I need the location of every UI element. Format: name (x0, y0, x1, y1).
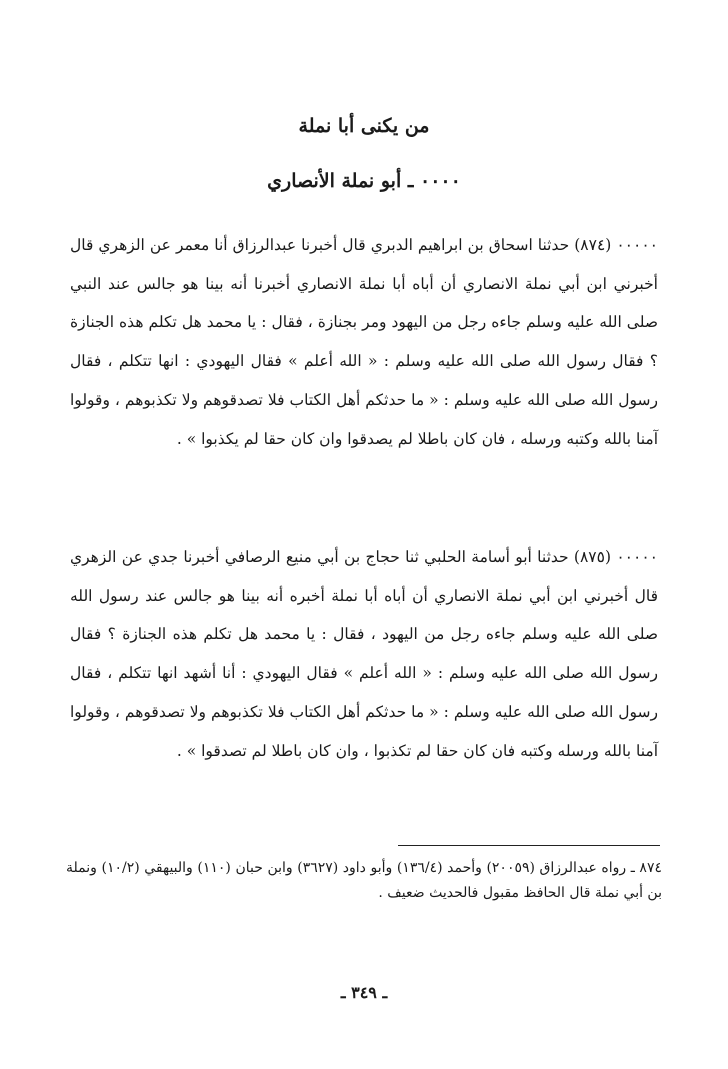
chapter-heading: من يكنى أبا نملة (298, 115, 430, 137)
section-heading: ٠٠٠٠ ـ أبو نملة الأنصاري (267, 170, 461, 192)
hadith-875-paragraph: ٠٠٠٠٠ (٨٧٥) حدثنا أبو أسامة الحلبي ثنا حجاج بن أبي منيع الرصافي أخبرنا جدي عن الزهري قال أخبرني ابن أبي نملة الانصاري أن أباه أبا نملة أخبره أنه بينا هو جالس عند رسول الله صلى الله عليه وسلم جاءه رجل من اليهود ، فقال : يا محمد هل تكلم هذه الجنازة ؟ فقال رسول الله صلى الله عليه وسلم : « الله أعلم » فقال اليهودي : أنا أشهد انها تتكلم ، فقال رسول الله صلى الله عليه وسلم : « ما حدثكم أهل الكتاب فلا تكذبوهم ولا تصدقوهم ، وقولوا آمنا بالله ورسله وكتبه فان كان حقا لم تكذبوا ، وان كان باطلا لم تصدقوا » . (70, 548, 658, 760)
hadith-874-paragraph: ٠٠٠٠٠ (٨٧٤) حدثنا اسحاق بن ابراهيم الدبري قال أخبرنا عبدالرزاق أنا معمر عن الزهري قال أخبرني ابن أبي نملة الانصاري أن أباه أبا نملة الانصاري أخبرنا أنه بينا هو جالس عند النبي صلى الله عليه وسلم جاءه رجل من اليهود ومر بجنازة ، فقال : يا محمد هل تكلم هذه الجنازة ؟ فقال رسول الله صلى الله عليه وسلم : « الله أعلم » فقال اليهودي : انها تتكلم ، فقال رسول الله صلى الله عليه وسلم : « ما حدثكم أهل الكتاب فلا تصدقوهم ولا تكذبوهم ، وقولوا آمنا بالله وكتبه ورسله ، فان كان باطلا لم يصدقوا وان كان حقا لم يكذبوا » . (70, 236, 658, 448)
footnote-874: ٨٧٤ ـ رواه عبدالرزاق (٢٠٠٥٩) وأحمد (١٣٦/٤) وأبو داود (٣٦٢٧) وابن حبان (١١٠) والبيهقي (١٠/٢) ونملة بن أبي نملة قال الحافظ مقبول فالحديث ضعيف . (66, 860, 662, 901)
page-number: ـ ٣٤٩ ـ (340, 983, 388, 1002)
footnote-separator (398, 845, 660, 846)
